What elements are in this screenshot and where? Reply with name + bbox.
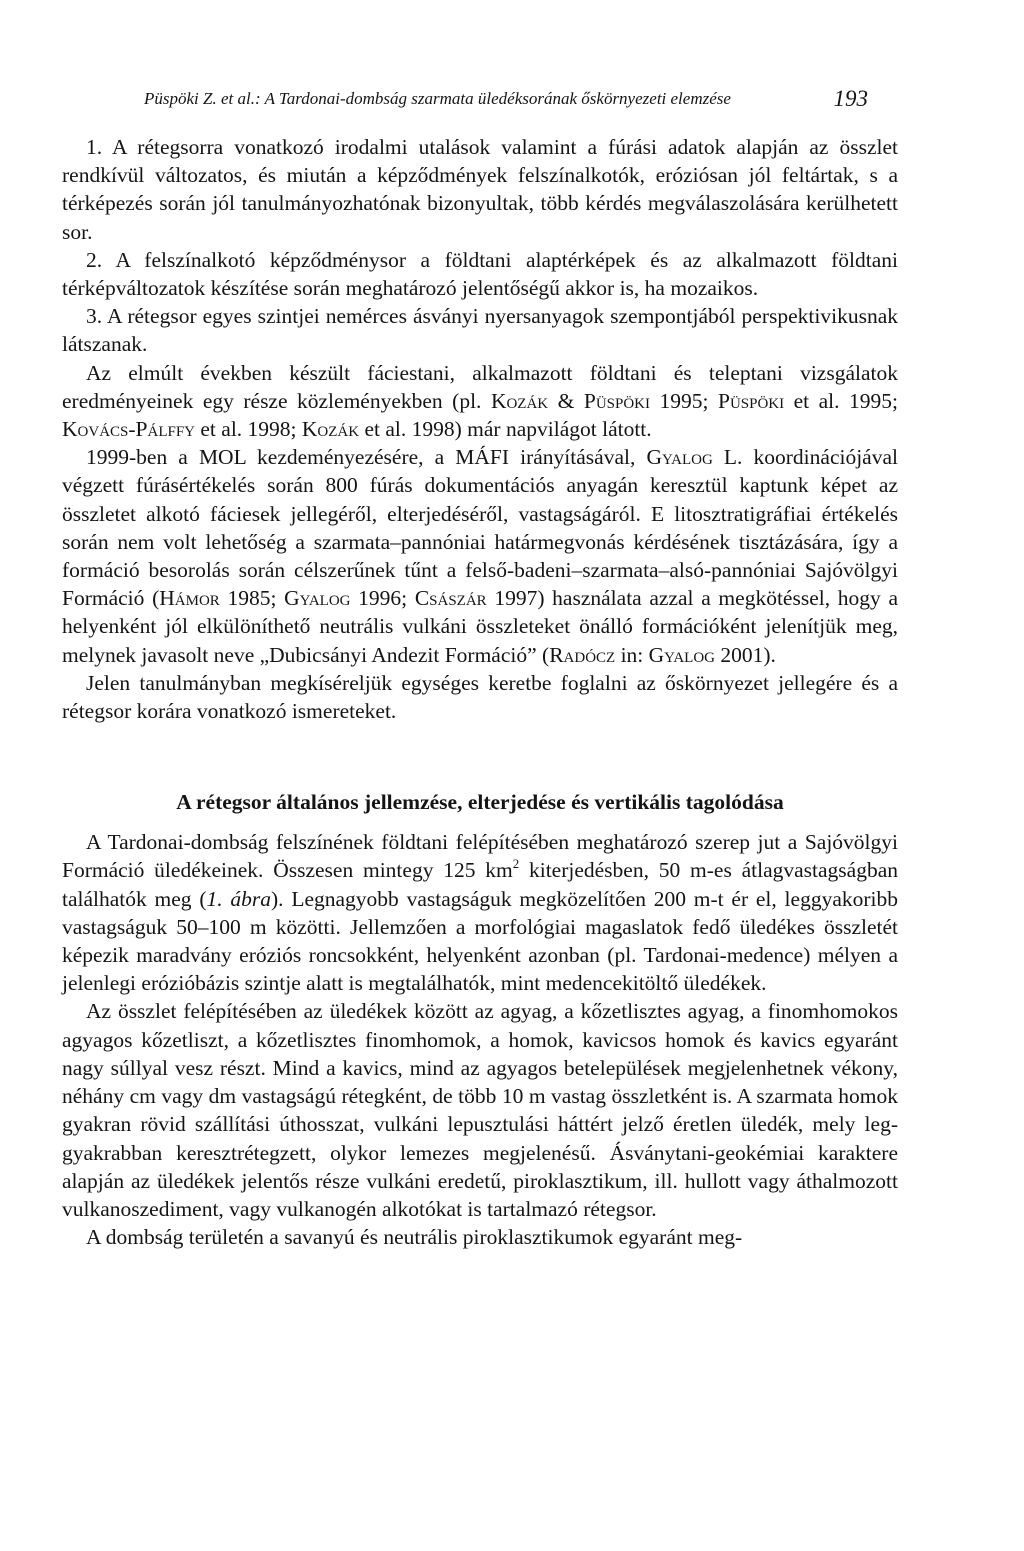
- citation-author: Kozák: [490, 388, 549, 413]
- running-title: Püspöki Z. et al.: A Tardonai-dombság szarmata üledéksorának őskörnyezeti elemzése: [144, 89, 731, 108]
- page-number: 193: [833, 86, 868, 111]
- text-run: 2001).: [715, 642, 776, 667]
- text-run: Az elmúlt években készült fáciestani, alkalmazott földtani és teleptani vizsgálatok eredményeinek egy része közleményekben (pl.: [62, 360, 898, 413]
- text-run: &: [548, 388, 584, 413]
- text-run: A Tardonai-dombság felszínének földtani felépítésében meghatározó szerep jut a Sajóvölgyi Formáció üledékeinek. Összesen mintegy 125 km: [62, 830, 898, 883]
- text-run: 1995;: [650, 388, 718, 413]
- text-run: et al. 1995;: [784, 388, 899, 413]
- text-run: 1997) használata azzal a megkötéssel, hogy a helyenként jól elkülöníthető neutrális vulkáni összleteket önálló formációként jelenítjük meg, melynek javasolt neve „Dubicsányi Andezit Formáció” (: [62, 586, 898, 667]
- numbered-point-3: 3. A rétegsor egyes szintjei nemérces ásványi nyersanyagok szempontjából perspektivikusnak látszanak.: [62, 304, 898, 357]
- text-run: kiterjedésben, 50 m-es átlagvastagságban találhatók meg (: [62, 858, 898, 911]
- text-run: in:: [615, 642, 649, 667]
- paragraph-mol-evaluation: [62, 443, 898, 669]
- numbered-point-1: 1. A rétegsorra vonatkozó irodalmi utalások valamint a fúrási adatok alapján az összlet rendkívül változatos, és miután a képződmények felszínalkotók, eróziósan jól feltártak, s a térképezés során jól tanulmányozhatónak bizonyultak, több kérdés megválaszolására kerülhetett sor.: [62, 135, 898, 244]
- citation-author: Püspöki: [583, 388, 650, 413]
- citation-author: Kovács-Pálffy: [62, 417, 196, 442]
- text-run: 1985;: [219, 586, 285, 611]
- paragraph-formation-extent: [62, 828, 898, 997]
- figure-reference: 1. ábra: [206, 886, 272, 911]
- paragraph-study-aim: Jelen tanulmányban megkíséreljük egységes keretbe foglalni az őskörnyezet jellegére és a rétegsor korára vonatkozó ismereteket.: [62, 670, 898, 724]
- paragraph-pyroclastics: A dombság területén a savanyú és neutrális piroklasztikumok egyaránt meg-: [86, 1225, 743, 1250]
- paragraph-sediment-composition: Az összlet felépítésében az üledékek között az agyag, a kőzetlisztes agyag, a finomhomokos agyagos kőzetliszt, a kőzetlisztes finomhomok, a homok, kavicsos homok és kavics egyaránt nagy súllyal vesz részt. Mind a kavics, mind az agyagos betelepülések megjelenhetnek vékony, néhány cm vagy dm vastagságú rétegként, de több 10 m vastag összletként is. A szarmata homok gyakran rövid szállítási úthosszat, vulkáni lepusztulási háttért jelző éretlen üledék, mely leggyakrabban keresztrétegzett, olykor lemezes megjelenésű. Ásványtani-geokémiai karaktere alapján az üledékek jelentős része vulkáni eredetű, piroklasztikum, ill. hullott vagy áthalmozott vulkanoszediment, vagy vulkanogén alkotókat is tartalmazó rétegsor.: [62, 999, 898, 1221]
- numbered-point-2: 2. A felszínalkotó képződménysor a földtani alaptérképek és az alkalmazott földtani térképváltozatok készítése során meghatározó jelentőségű akkor is, ha mozaikos.: [62, 247, 898, 301]
- text-run: L. koordinációjával végzett fúrásértékelés során 800 fúrás dokumentációs anyagán keresztül kaptunk képet az összletet alkotó fáciesek jellegéről, elterjedéséről, vastagságáról. E litosztratigráfiai értékelés során nem volt lehetőség a szarmata–pannóniai határmegvonás kérdésének tisztázására, így a formáció besorolás során célszerűnek tűnt a felső-badeni–szarmata–alsó-pannóniai Sajóvölgyi Formáció (: [62, 445, 898, 611]
- body-text: [62, 133, 898, 1251]
- citation-author: Kozák: [301, 417, 360, 442]
- text-run: 1996;: [350, 586, 415, 611]
- citation-author: Püspöki: [717, 388, 785, 413]
- running-header: [62, 82, 898, 116]
- citation-author: Gyalog: [284, 586, 351, 611]
- citation-author: Gyalog: [648, 642, 716, 667]
- text-run: 1999-ben a MOL kezdeményezésére, a MÁFI irányításával,: [86, 445, 647, 470]
- citation-author: Hámor: [159, 586, 220, 611]
- paragraph-previous-publications: [62, 359, 898, 444]
- citation-author: Gyalog: [646, 445, 713, 470]
- text-run: et al. 1998;: [195, 417, 302, 442]
- superscript: 2: [512, 857, 520, 872]
- text-run: et al. 1998) már napvilágot látott.: [359, 417, 652, 442]
- citation-author: Császár: [414, 586, 487, 611]
- section-heading: A rétegsor általános jellemzése, elterjedése és vertikális tagolódása: [176, 790, 784, 815]
- citation-author: Radócz: [549, 642, 616, 667]
- document-page: [62, 82, 898, 1251]
- text-run: ). Legnagyobb vastagságuk megközelítően 200 m-t ér el, leggyakoribb vastagságuk 50–100 m közötti. Jellemzően a morfológiai magaslatok fedő üledékes összletét képezik maradvány eróziós roncsokként, helyenként azonban (pl. Tardonai-medence) mélyen a jelenlegi erózióbázis szintje alatt is megtalálhatók, mint medencekitöltő üledékek.: [62, 886, 898, 996]
